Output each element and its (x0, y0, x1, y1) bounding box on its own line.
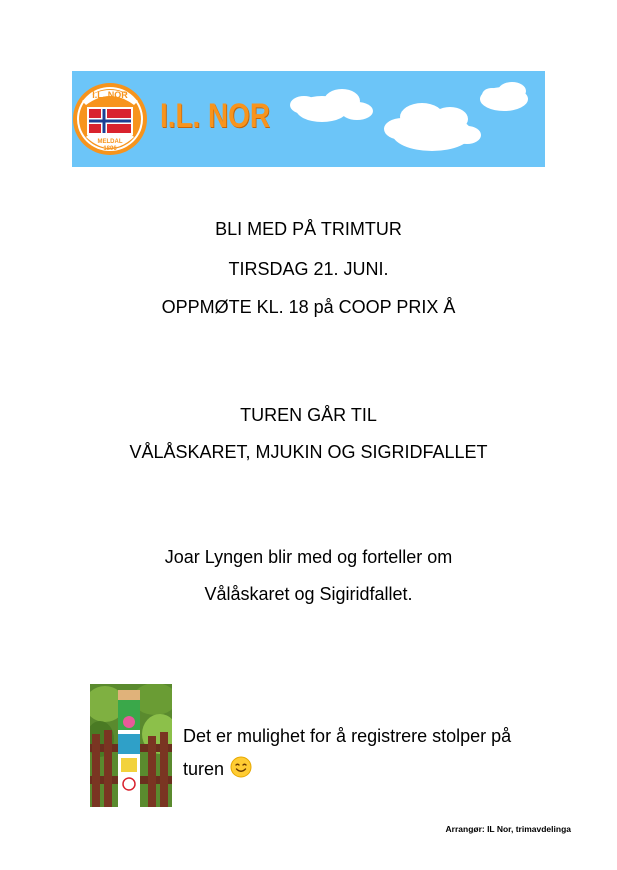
heading-meeting-point: OPPMØTE KL. 18 på COOP PRIX Å (161, 297, 456, 317)
banner-graphics (72, 71, 545, 167)
logo-bottom-text: MELDAL (97, 139, 123, 145)
route-intro: TUREN GÅR TIL (240, 405, 377, 425)
registration-note-line-2 (183, 756, 252, 783)
registration-note-line-1: Det er mulighet for å registrere stolper på (183, 726, 512, 746)
logo-year-text: 1896 (103, 146, 117, 152)
cloud-icon (384, 103, 481, 151)
logo-top-text: I.L. NOR (92, 90, 128, 100)
trail-post-image (90, 684, 172, 807)
heading-join-trip: BLI MED PÅ TRIMTUR (215, 219, 402, 239)
trail-post-photo (90, 684, 172, 807)
heading-date: TIRSDAG 21. JUNI. (228, 259, 389, 279)
smiling-face-icon (230, 756, 252, 783)
organizer-credit: Arrangør: IL Nor, trimavdelinga (445, 824, 571, 834)
guide-line-2: Vålåskaret og Sigiridfallet. (204, 584, 413, 604)
guide-line-1: Joar Lyngen blir med og forteller om (164, 547, 453, 567)
header-banner (72, 71, 545, 167)
registration-note-text: turen (183, 759, 225, 779)
cloud-icon (290, 89, 373, 122)
cloud-icon (480, 82, 528, 111)
route-destinations: VÅLÅSKARET, MJUKIN OG SIGRIDFALLET (129, 442, 488, 462)
club-name: I.L. NOR (160, 97, 270, 135)
